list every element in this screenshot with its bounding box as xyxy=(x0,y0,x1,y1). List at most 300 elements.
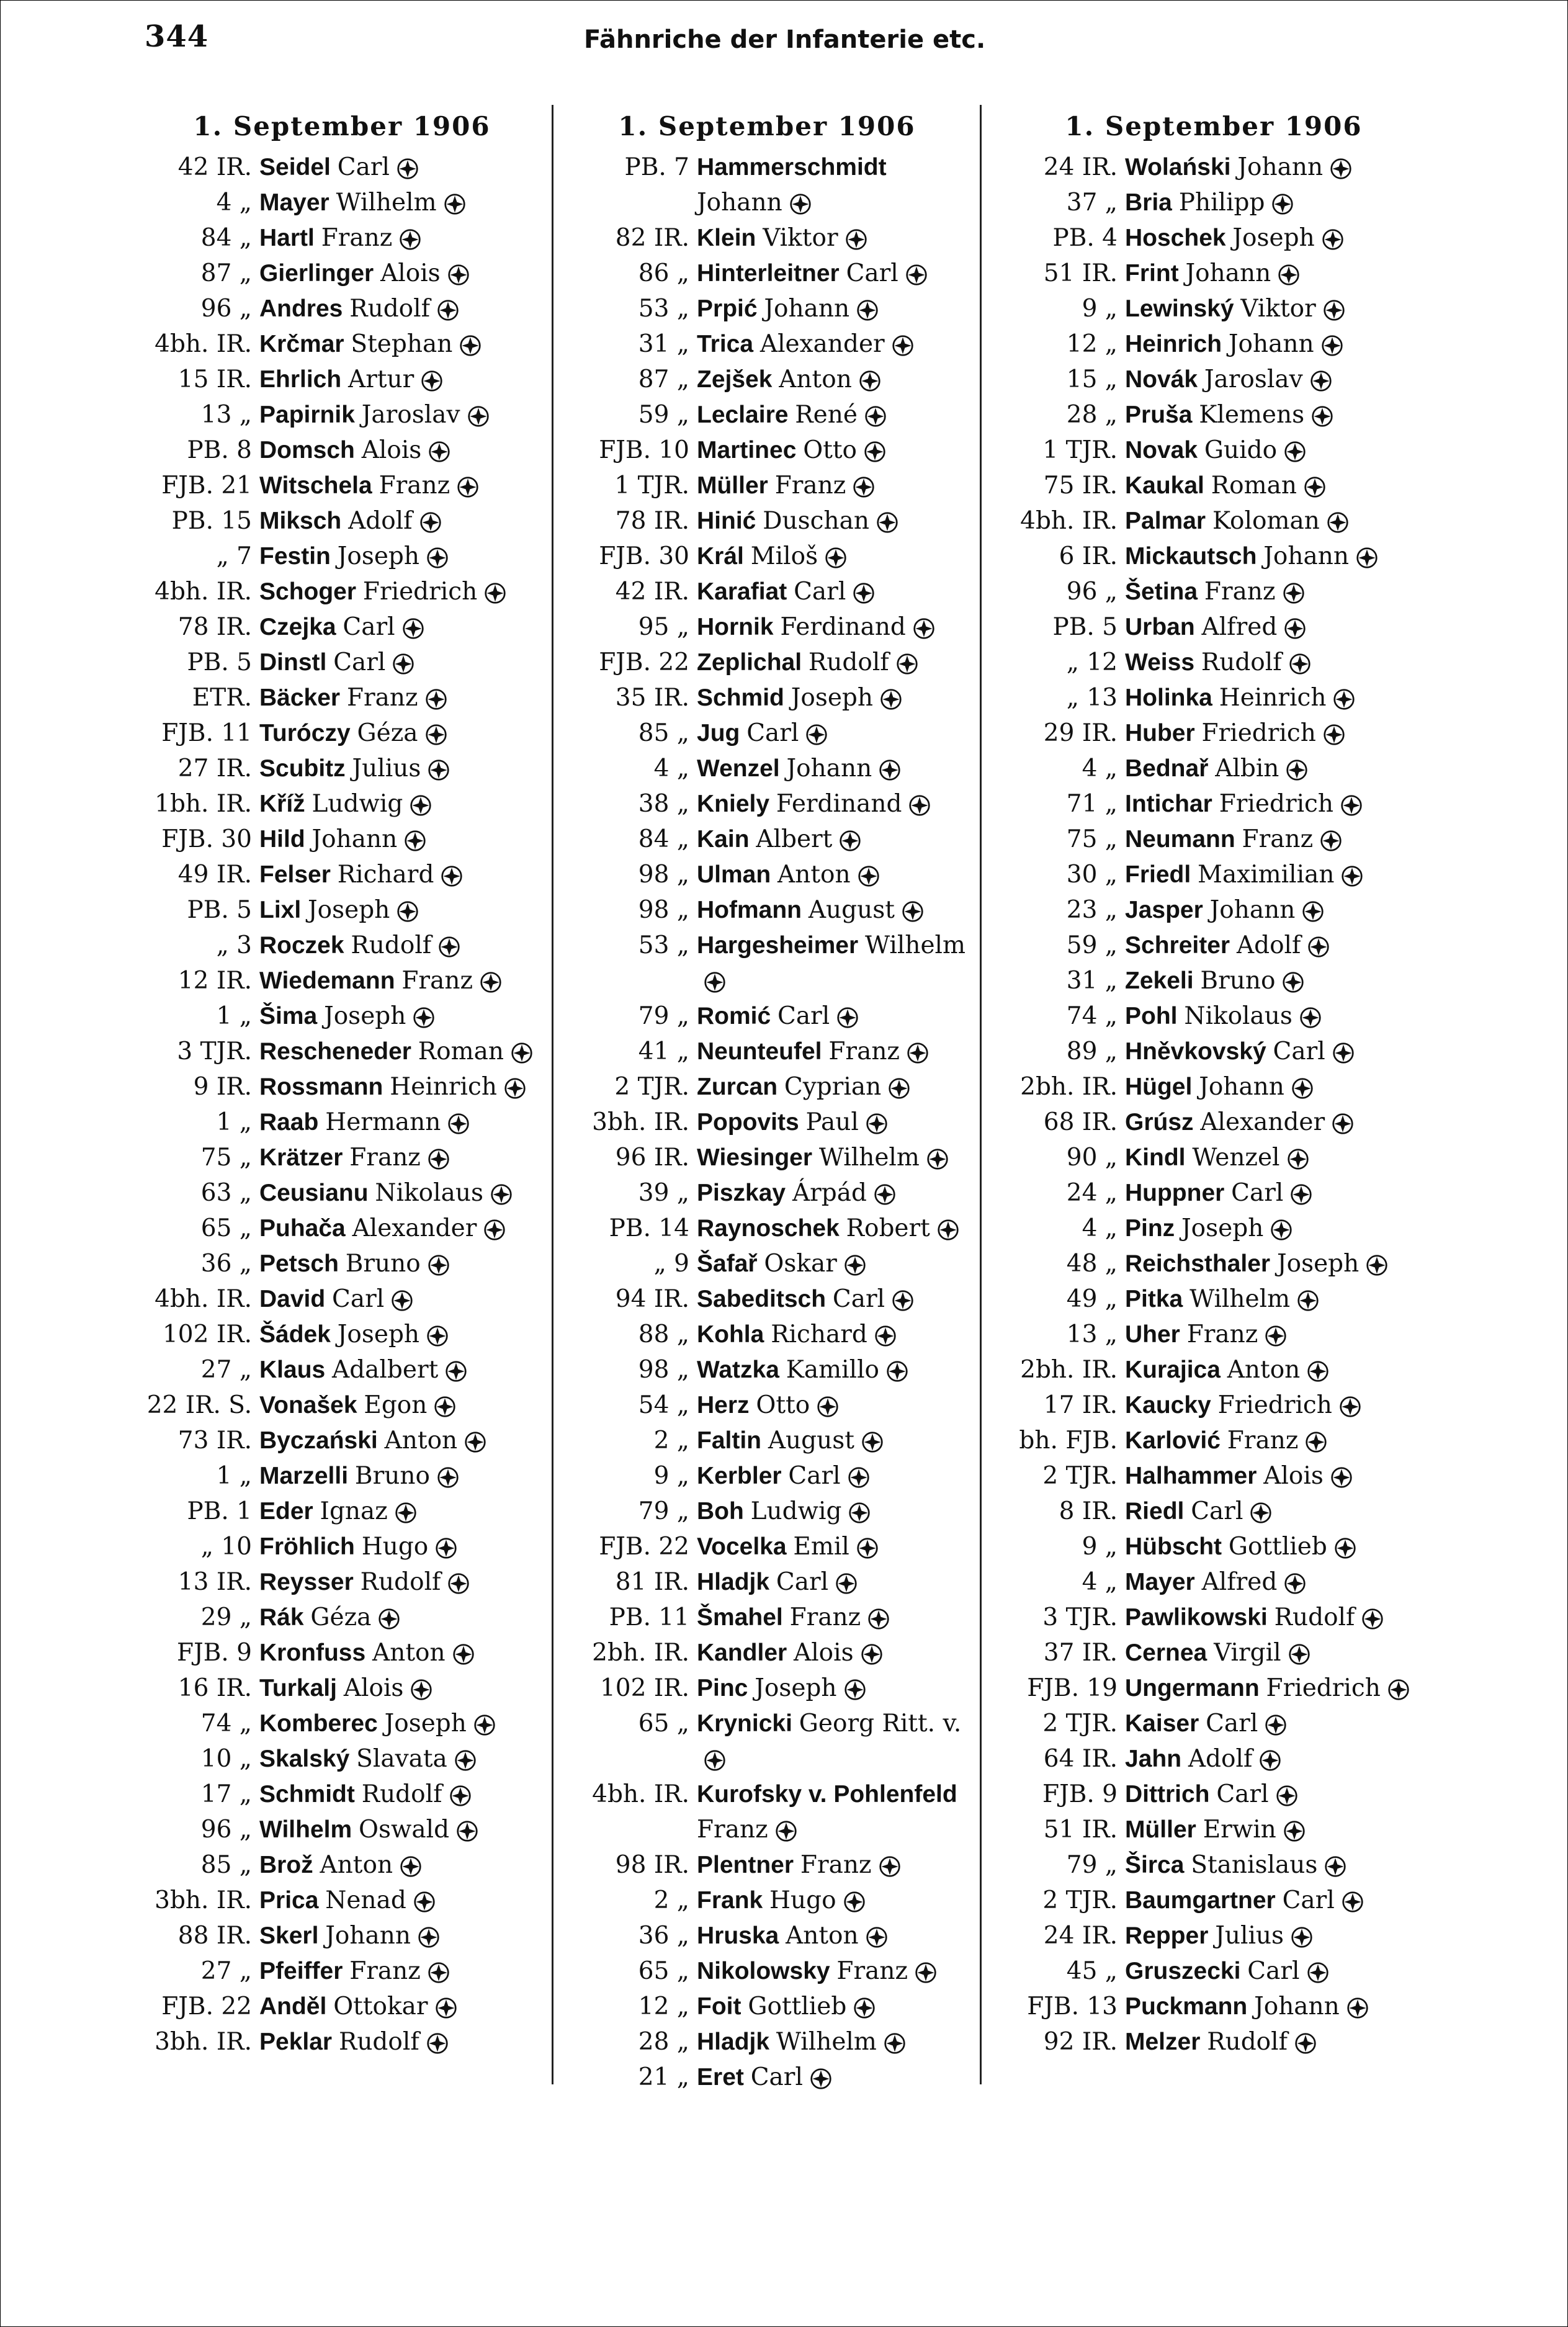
list-item xyxy=(125,326,559,362)
list-item xyxy=(990,1423,1437,1458)
person-name xyxy=(697,1175,972,1211)
list-item xyxy=(990,1494,1437,1529)
decoration-cross-icon xyxy=(1289,653,1310,675)
list-item xyxy=(562,220,972,256)
decoration-cross-icon xyxy=(455,1750,476,1771)
decoration-cross-icon xyxy=(511,1042,532,1064)
decoration-cross-icon xyxy=(1341,795,1362,816)
decoration-cross-icon xyxy=(1310,370,1332,392)
given-name: Franz xyxy=(800,1851,872,1879)
decoration-cross-icon xyxy=(397,158,418,179)
list-item xyxy=(125,1352,559,1388)
person-name xyxy=(259,609,559,645)
person-name xyxy=(1125,963,1437,998)
decoration-cross-icon xyxy=(1265,1715,1286,1736)
unit-label: 13 IR. xyxy=(177,1568,252,1596)
surname: Zeplichal xyxy=(697,649,802,676)
surname: Pohl xyxy=(1125,1003,1178,1029)
list-item xyxy=(562,1281,972,1317)
person-name xyxy=(1125,574,1437,609)
given-name: Carl xyxy=(846,259,898,287)
surname: Dittrich xyxy=(1125,1781,1210,1808)
list-item xyxy=(990,291,1437,326)
decoration-cross-icon xyxy=(448,1573,469,1594)
decoration-cross-icon xyxy=(393,653,414,675)
surname: Raynoschek xyxy=(697,1215,840,1242)
surname: Hoschek xyxy=(1125,225,1226,251)
decoration-cross-icon xyxy=(854,1997,875,2019)
surname: Pawlikowski xyxy=(1125,1604,1268,1631)
given-name: Emil xyxy=(793,1533,849,1561)
list-item xyxy=(125,1989,559,2024)
given-name: Franz xyxy=(774,472,846,500)
decoration-cross-icon xyxy=(776,1821,797,1842)
unit-label: 85 „ xyxy=(200,1851,252,1879)
list-item xyxy=(990,1812,1437,1847)
list-item xyxy=(562,1105,972,1140)
given-name: Albert xyxy=(756,825,833,853)
list-item xyxy=(990,185,1437,220)
surname: Sabeditsch xyxy=(697,1286,827,1312)
decoration-cross-icon xyxy=(859,370,880,392)
decoration-cross-icon xyxy=(806,724,827,745)
list-item xyxy=(125,1706,559,1741)
given-name: Carl xyxy=(832,1285,885,1313)
decoration-cross-icon xyxy=(844,1891,865,1912)
unit-label: PB. 15 xyxy=(171,507,252,535)
surname: Huber xyxy=(1125,720,1195,747)
given-name: Joseph xyxy=(324,1002,406,1030)
unit-label: 2 TJR. xyxy=(1042,1886,1118,1914)
unit-label: FJB. 10 xyxy=(599,436,689,464)
list-item xyxy=(125,1388,559,1423)
list-item xyxy=(990,1918,1437,1953)
decoration-cross-icon xyxy=(906,264,927,285)
decoration-cross-icon xyxy=(439,936,460,957)
decoration-cross-icon xyxy=(426,724,447,745)
unit-label: 96 „ xyxy=(200,1816,252,1844)
given-name: Franz xyxy=(401,967,473,995)
unit-label: PB. 14 xyxy=(609,1214,689,1242)
unit-label: 4 „ xyxy=(1082,1214,1118,1242)
column-heading: 1. September 1906 xyxy=(618,111,916,141)
surname: Schreiter xyxy=(1125,932,1230,959)
decoration-cross-icon xyxy=(892,1290,913,1311)
person-name xyxy=(697,433,972,468)
unit-label: 8 IR. xyxy=(1059,1497,1118,1525)
surname: Gierlinger xyxy=(259,260,374,287)
surname: Weiss xyxy=(1125,649,1195,676)
person-name xyxy=(1125,609,1437,645)
decoration-cross-icon xyxy=(468,406,489,427)
person-name xyxy=(1125,291,1437,326)
person-name xyxy=(259,645,559,680)
list-item xyxy=(562,1246,972,1281)
given-name: Adolf xyxy=(1188,1745,1253,1773)
person-name xyxy=(259,963,559,998)
decoration-cross-icon xyxy=(1304,477,1325,498)
given-name: Joseph xyxy=(337,1320,420,1348)
person-name xyxy=(1125,468,1437,503)
surname: Kohla xyxy=(697,1321,764,1348)
list-item xyxy=(125,1777,559,1812)
unit-label: 28 „ xyxy=(1066,401,1118,429)
given-name: Rudolf xyxy=(1201,648,1282,676)
given-name: Joseph xyxy=(755,1674,837,1702)
unit-label: 27 „ xyxy=(200,1957,252,1985)
unit-label: FJB. 9 xyxy=(1042,1780,1118,1808)
unit-label: 98 IR. xyxy=(615,1851,689,1879)
surname: Ehrlich xyxy=(259,366,342,393)
decoration-cross-icon xyxy=(1302,901,1324,922)
decoration-cross-icon xyxy=(857,300,878,321)
person-name xyxy=(1125,715,1437,751)
unit-label: 87 „ xyxy=(200,259,252,287)
list-item xyxy=(125,1246,559,1281)
given-name: Oskar xyxy=(764,1250,837,1278)
given-name: Miloš xyxy=(750,542,818,570)
surname: Dinstl xyxy=(259,649,327,676)
person-name xyxy=(697,786,972,822)
surname: Komberec xyxy=(259,1710,378,1737)
unit-label: 12 „ xyxy=(638,1993,689,2020)
list-item xyxy=(990,680,1437,715)
surname: Bria xyxy=(1125,189,1172,216)
decoration-cross-icon xyxy=(865,406,886,427)
person-name xyxy=(259,786,559,822)
decoration-cross-icon xyxy=(837,1007,858,1028)
unit-label: 84 „ xyxy=(638,825,689,853)
list-item xyxy=(125,1564,559,1600)
surname: Pfeiffer xyxy=(259,1958,343,1984)
unit-label: 75 „ xyxy=(200,1144,252,1172)
surname: Witschela xyxy=(259,472,372,499)
person-name xyxy=(697,1706,972,1777)
person-name xyxy=(1125,150,1437,185)
decoration-cross-icon xyxy=(844,1255,866,1276)
given-name: Joseph xyxy=(337,542,419,570)
unit-label: 12 „ xyxy=(1066,330,1118,358)
decoration-cross-icon xyxy=(450,1785,471,1806)
given-name: Carl xyxy=(343,613,395,641)
list-item xyxy=(990,1246,1437,1281)
given-name: Carl xyxy=(1206,1710,1258,1737)
list-item xyxy=(990,1317,1437,1352)
list-item xyxy=(990,786,1437,822)
decoration-cross-icon xyxy=(913,618,934,639)
unit-label: PB. 4 xyxy=(1052,224,1118,252)
unit-label: 9 IR. xyxy=(193,1073,252,1101)
surname: Scubitz xyxy=(259,755,346,782)
person-name xyxy=(1125,1175,1437,1211)
surname: Bäcker xyxy=(259,684,341,711)
list-item xyxy=(125,1211,559,1246)
person-name xyxy=(1125,857,1437,892)
decoration-cross-icon xyxy=(457,477,478,498)
person-name xyxy=(259,185,559,220)
person-name xyxy=(1125,1246,1437,1281)
surname: Neumann xyxy=(1125,826,1235,853)
list-item xyxy=(990,751,1437,786)
given-name: Julius xyxy=(352,755,421,782)
surname: Zekeli xyxy=(1125,967,1194,994)
decoration-cross-icon xyxy=(862,1432,883,1453)
person-name xyxy=(697,2024,972,2060)
unit-label: „ 7 xyxy=(216,542,252,570)
given-name: Anton xyxy=(384,1427,458,1455)
unit-label: PB. 5 xyxy=(187,648,252,676)
unit-label: FJB. 22 xyxy=(599,1533,689,1561)
person-name xyxy=(259,1741,559,1777)
list-item xyxy=(562,1423,972,1458)
list-item xyxy=(562,1034,972,1069)
unit-label: 4bh. IR. xyxy=(155,1285,252,1313)
unit-label: FJB. 13 xyxy=(1027,1993,1118,2020)
person-name xyxy=(1125,928,1437,963)
decoration-cross-icon xyxy=(428,1962,449,1983)
unit-label: 85 „ xyxy=(638,719,689,747)
surname: Rossmann xyxy=(259,1074,383,1100)
person-name xyxy=(259,220,559,256)
given-name: Ferdinand xyxy=(780,613,906,641)
surname: Klein xyxy=(697,225,756,251)
given-name: Bruno xyxy=(345,1250,421,1278)
person-name xyxy=(1125,397,1437,433)
given-name: Carl xyxy=(1282,1886,1335,1914)
person-name xyxy=(259,1883,559,1918)
list-item xyxy=(125,1140,559,1175)
person-name xyxy=(1125,1953,1437,1989)
list-item xyxy=(562,1847,972,1883)
surname: Ceusianu xyxy=(259,1180,369,1206)
person-name xyxy=(259,1281,559,1317)
person-name xyxy=(697,2060,972,2095)
person-name xyxy=(697,751,972,786)
list-item xyxy=(125,1281,559,1317)
surname: Uher xyxy=(1125,1321,1180,1348)
given-name: Virgil xyxy=(1214,1639,1281,1667)
decoration-cross-icon xyxy=(866,1927,887,1948)
unit-label: 74 „ xyxy=(200,1710,252,1737)
decoration-cross-icon xyxy=(704,1750,725,1771)
unit-label: 17 IR. xyxy=(1043,1391,1118,1419)
decoration-cross-icon xyxy=(395,1502,416,1523)
decoration-cross-icon xyxy=(392,1290,413,1311)
surname: Wilhelm xyxy=(259,1816,352,1843)
surname: Roczek xyxy=(259,932,344,959)
surname: Wenzel xyxy=(697,755,780,782)
given-name: Johann xyxy=(325,1922,411,1950)
given-name: Roman xyxy=(418,1038,504,1065)
unit-label: 73 IR. xyxy=(177,1427,252,1455)
unit-label: 79 „ xyxy=(638,1002,689,1030)
list-item xyxy=(562,433,972,468)
surname: Reysser xyxy=(259,1569,354,1595)
given-name: Nenad xyxy=(325,1886,406,1914)
entry-list xyxy=(125,150,559,2060)
decoration-cross-icon xyxy=(1284,1821,1305,1842)
given-name: Franz xyxy=(379,472,450,500)
surname: Pitka xyxy=(1125,1286,1183,1312)
list-item xyxy=(990,928,1437,963)
list-item xyxy=(562,397,972,433)
decoration-cross-icon xyxy=(436,1997,457,2019)
given-name: August xyxy=(768,1427,854,1455)
given-name: Johann xyxy=(1185,259,1271,287)
list-item xyxy=(562,256,972,291)
decoration-cross-icon xyxy=(817,1396,838,1417)
unit-label: 4bh. IR. xyxy=(155,330,252,358)
unit-label: 74 „ xyxy=(1066,1002,1118,1030)
list-item xyxy=(990,822,1437,857)
decoration-cross-icon xyxy=(790,194,811,215)
given-name: Johann xyxy=(1254,1993,1340,2020)
given-name: Ottokar xyxy=(333,1993,428,2020)
person-name xyxy=(1125,1989,1437,2024)
person-name xyxy=(259,1069,559,1105)
list-item xyxy=(125,715,559,751)
decoration-cross-icon xyxy=(1327,512,1348,533)
given-name: Gottlieb xyxy=(748,1993,847,2020)
unit-label: 4 „ xyxy=(1082,1568,1118,1596)
list-item xyxy=(990,1741,1437,1777)
person-name xyxy=(259,680,559,715)
list-item xyxy=(562,1069,972,1105)
surname: Schmid xyxy=(697,684,784,711)
unit-label: 75 „ xyxy=(1066,825,1118,853)
unit-label: 23 „ xyxy=(1066,896,1118,924)
surname: Mickautsch xyxy=(1125,543,1257,570)
decoration-cross-icon xyxy=(1291,1184,1312,1205)
unit-label: 48 „ xyxy=(1066,1250,1118,1278)
given-name: Johann xyxy=(764,295,850,323)
surname: Vonašek xyxy=(259,1392,357,1419)
unit-label: 22 IR. S. xyxy=(146,1391,252,1419)
decoration-cross-icon xyxy=(1333,1042,1354,1064)
unit-label: 16 IR. xyxy=(177,1674,252,1702)
given-name: Wilhelm xyxy=(864,931,965,959)
unit-label: 95 „ xyxy=(638,613,689,641)
list-item xyxy=(562,1600,972,1635)
list-item xyxy=(990,645,1437,680)
person-name xyxy=(1125,1388,1437,1423)
unit-label: 92 IR. xyxy=(1043,2028,1118,2056)
person-name xyxy=(697,1883,972,1918)
list-item xyxy=(562,822,972,857)
given-name: Anton xyxy=(786,1922,859,1950)
list-item xyxy=(562,362,972,397)
list-item xyxy=(562,150,972,220)
given-name: Carl xyxy=(794,578,846,606)
person-name xyxy=(697,1317,972,1352)
unit-label: 37 „ xyxy=(1066,189,1118,217)
decoration-cross-icon xyxy=(1312,406,1333,427)
given-name: Géza xyxy=(310,1603,372,1631)
decoration-cross-icon xyxy=(1306,1432,1327,1453)
person-name xyxy=(1125,998,1437,1034)
unit-label: 10 „ xyxy=(200,1745,252,1773)
person-name xyxy=(259,1317,559,1352)
surname: Pinz xyxy=(1125,1215,1175,1242)
entry-list xyxy=(562,150,972,2095)
given-name: Guido xyxy=(1204,436,1278,464)
person-name xyxy=(697,892,972,928)
surname: Král xyxy=(697,543,744,570)
surname: Frint xyxy=(1125,260,1179,287)
list-item xyxy=(562,1706,972,1777)
surname: Mayer xyxy=(259,189,329,216)
surname: Kandler xyxy=(697,1639,787,1666)
person-name xyxy=(1125,1670,1437,1706)
list-item xyxy=(562,1777,972,1847)
decoration-cross-icon xyxy=(457,1821,478,1842)
given-name: Heinrich xyxy=(1219,684,1327,712)
list-item xyxy=(990,433,1437,468)
person-name xyxy=(259,715,559,751)
unit-label: 3 TJR. xyxy=(177,1038,252,1065)
unit-label: 65 „ xyxy=(638,1957,689,1985)
person-name xyxy=(1125,1847,1437,1883)
unit-label: 2bh. IR. xyxy=(592,1639,689,1667)
surname: Melzer xyxy=(1125,2029,1201,2055)
given-name: Franz xyxy=(1204,578,1276,606)
unit-label: 2 TJR. xyxy=(1042,1462,1118,1490)
given-name: Nikolaus xyxy=(375,1179,483,1207)
unit-label: ETR. xyxy=(192,684,252,712)
unit-label: 2 TJR. xyxy=(1042,1710,1118,1737)
given-name: Franz xyxy=(346,684,418,712)
list-item xyxy=(125,1883,559,1918)
unit-label: 1bh. IR. xyxy=(155,790,252,818)
given-name: Anton xyxy=(372,1639,446,1667)
person-name xyxy=(1125,1564,1437,1600)
surname: Martinec xyxy=(697,437,797,464)
unit-label: 59 „ xyxy=(1066,931,1118,959)
person-name xyxy=(697,1989,972,2024)
list-item xyxy=(562,1211,972,1246)
unit-label: 4 „ xyxy=(653,755,689,782)
list-item xyxy=(562,998,972,1034)
surname: Huppner xyxy=(1125,1180,1225,1206)
decoration-cross-icon xyxy=(1356,547,1378,568)
decoration-cross-icon xyxy=(868,1608,889,1630)
unit-label: 82 IR. xyxy=(615,224,689,252)
person-name xyxy=(1125,751,1437,786)
surname: Schmidt xyxy=(259,1781,355,1808)
list-item xyxy=(990,1953,1437,1989)
given-name: Friedrich xyxy=(1266,1674,1381,1702)
unit-label: 27 IR. xyxy=(177,755,252,782)
person-name xyxy=(1125,1883,1437,1918)
list-item xyxy=(562,326,972,362)
person-name xyxy=(259,1564,559,1600)
list-item xyxy=(990,1706,1437,1741)
person-name xyxy=(1125,1034,1437,1069)
list-item xyxy=(125,362,559,397)
unit-label: 27 „ xyxy=(200,1356,252,1384)
surname: Prpić xyxy=(697,295,758,322)
person-name xyxy=(1125,1600,1437,1635)
surname: Faltin xyxy=(697,1427,761,1454)
surname: Turkalj xyxy=(259,1675,337,1702)
unit-label: 53 „ xyxy=(638,295,689,323)
given-name: Carl xyxy=(776,1568,829,1596)
surname: Hinterleitner xyxy=(697,260,840,287)
person-name xyxy=(1125,1529,1437,1564)
surname: Holinka xyxy=(1125,684,1212,711)
decoration-cross-icon xyxy=(892,335,913,356)
decoration-cross-icon xyxy=(849,1502,870,1523)
